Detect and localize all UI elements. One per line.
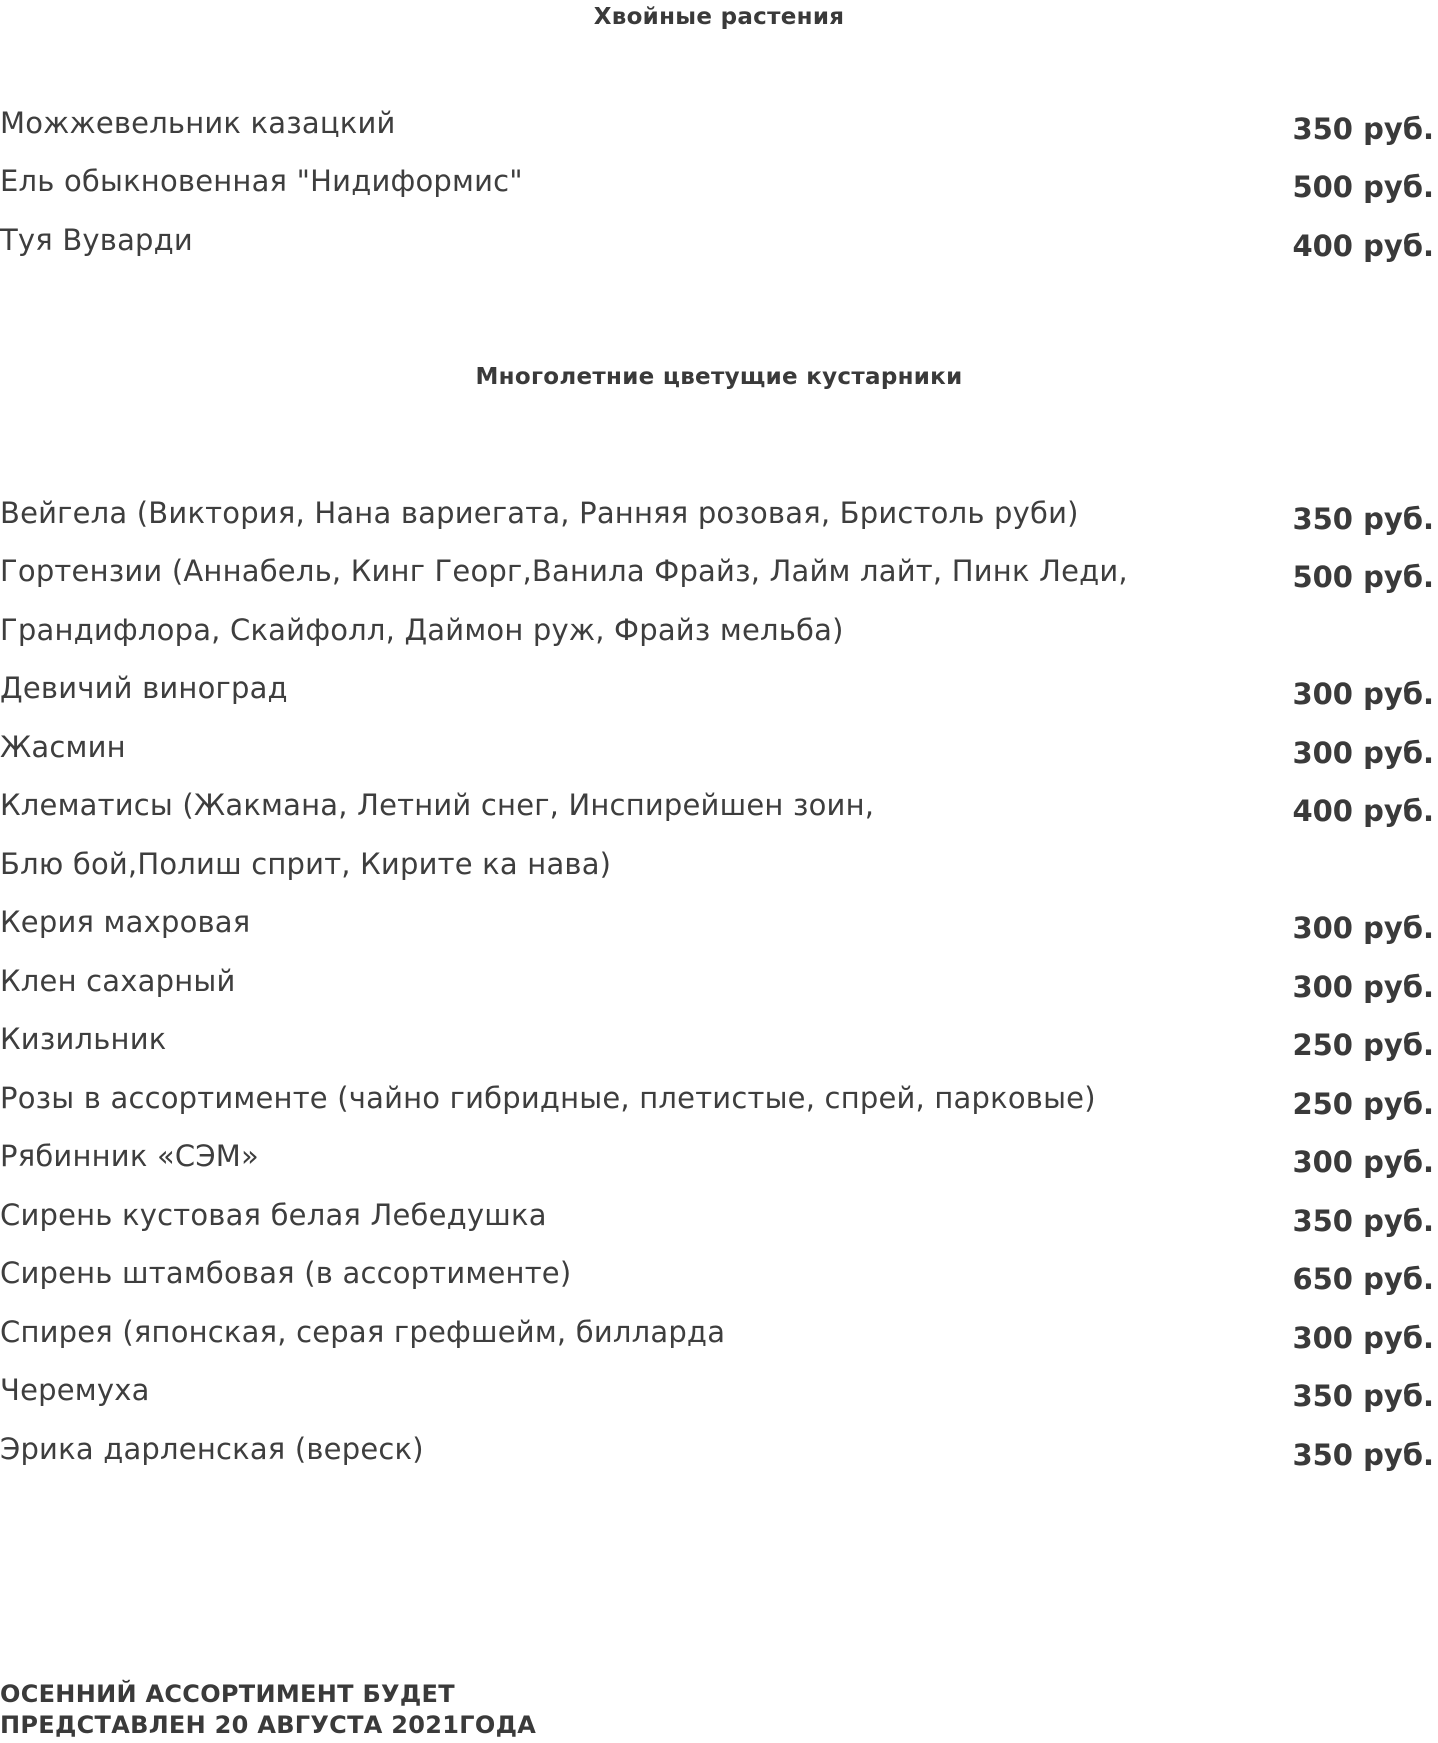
- item-price: 350 руб.: [1292, 1379, 1434, 1413]
- item-name: Эрика дарленская (вереск): [0, 1432, 424, 1466]
- item-price: 300 руб.: [1292, 1145, 1434, 1179]
- list-item: [0, 1078, 1434, 1122]
- item-name: Розы в ассортименте (чайно гибридные, плетистые, спрей, парковые): [0, 1081, 1096, 1115]
- item-price: 250 руб.: [1292, 1087, 1434, 1121]
- list-item: [0, 1429, 1434, 1473]
- list-item: [0, 220, 1434, 264]
- item-name: Сирень штамбовая (в ассортименте): [0, 1256, 572, 1290]
- item-price: 300 руб.: [1292, 736, 1434, 770]
- item-name: Рябинник «СЭМ»: [0, 1139, 259, 1173]
- item-price: 350 руб.: [1292, 112, 1434, 146]
- item-name: Туя Вуварди: [0, 223, 193, 257]
- list-item: [0, 1370, 1434, 1414]
- list-item: [0, 551, 1434, 595]
- item-name: Сирень кустовая белая Лебедушка: [0, 1198, 547, 1232]
- item-name: Клен сахарный: [0, 964, 236, 998]
- list-item: [0, 103, 1434, 147]
- list-item: [0, 161, 1434, 205]
- item-price: 350 руб.: [1292, 502, 1434, 536]
- item-name: Грандифлора, Скайфолл, Даймон руж, Фрайз мельба): [0, 613, 844, 647]
- item-price: 300 руб.: [1292, 677, 1434, 711]
- item-price: 250 руб.: [1292, 1028, 1434, 1062]
- item-price: 350 руб.: [1292, 1438, 1434, 1472]
- item-price: 350 руб.: [1292, 1204, 1434, 1238]
- item-price: 500 руб.: [1292, 560, 1434, 594]
- notice-line-2: ПРЕДСТАВЛЕН 20 АВГУСТА 2021ГОДА: [0, 1711, 537, 1739]
- item-price: 650 руб.: [1292, 1262, 1434, 1296]
- list-item: [0, 961, 1434, 1005]
- notice-line-1: ОСЕННИЙ АССОРТИМЕНТ БУДЕТ: [0, 1680, 455, 1708]
- item-name: Девичий виноград: [0, 671, 288, 705]
- item-name: Клематисы (Жакмана, Летний снег, Инспирейшен зоин,: [0, 788, 875, 822]
- item-name: Керия махровая: [0, 905, 251, 939]
- item-name: Вейгела (Виктория, Нана вариегата, Ранняя розовая, Бристоль руби): [0, 496, 1079, 530]
- item-name: Блю бой,Полиш сприт, Кирите ка нава): [0, 847, 612, 881]
- section-title-conifers: Хвойные растения: [593, 4, 845, 30]
- list-item: [0, 1019, 1434, 1063]
- item-name: Черемуха: [0, 1373, 150, 1407]
- list-item: [0, 610, 1434, 654]
- item-price: 400 руб.: [1292, 794, 1434, 828]
- list-item: [0, 1195, 1434, 1239]
- item-name: Гортензии (Аннабель, Кинг Георг,Ванила Фрайз, Лайм лайт, Пинк Леди,: [0, 554, 1128, 588]
- item-price: 300 руб.: [1292, 911, 1434, 945]
- item-price: 300 руб.: [1292, 970, 1434, 1004]
- item-price: 300 руб.: [1292, 1321, 1434, 1355]
- item-name: Кизильник: [0, 1022, 167, 1056]
- list-item: [0, 1312, 1434, 1356]
- autumn-assortment-notice: [0, 1679, 700, 1741]
- list-item: [0, 727, 1434, 771]
- list-item: [0, 785, 1434, 829]
- list-item: [0, 668, 1434, 712]
- section-title-shrubs: Многолетние цветущие кустарники: [475, 364, 963, 390]
- item-price: 500 руб.: [1292, 170, 1434, 204]
- item-name: Жасмин: [0, 730, 126, 764]
- item-name: Можжевельник казацкий: [0, 106, 396, 140]
- list-item: [0, 493, 1434, 537]
- list-item: [0, 1136, 1434, 1180]
- list-item: [0, 1253, 1434, 1297]
- list-item: [0, 844, 1434, 888]
- item-name: Ель обыкновенная "Нидиформис": [0, 164, 523, 198]
- item-name: Спирея (японская, серая грефшейм, билларда: [0, 1315, 726, 1349]
- list-item: [0, 902, 1434, 946]
- item-price: 400 руб.: [1292, 229, 1434, 263]
